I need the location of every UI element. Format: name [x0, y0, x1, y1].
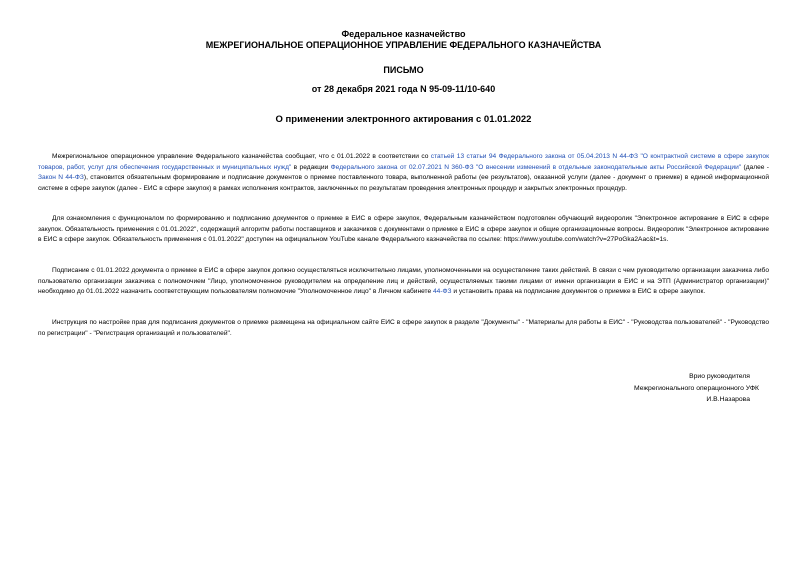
- document-date-number: от 28 декабря 2021 года N 95-09-11/10-640: [311, 84, 496, 94]
- document-subject: О применении электронного актирования с 01.01.2022: [275, 114, 532, 125]
- signature-name: И.В.Назарова: [706, 396, 750, 403]
- issuer-department: МЕЖРЕГИОНАЛЬНОЕ ОПЕРАЦИОННОЕ УПРАВЛЕНИЕ ФЕДЕРАЛЬНОГО КАЗНАЧЕЙСТВА: [205, 40, 602, 50]
- signature-title: Врио руководителя: [689, 373, 750, 380]
- law-360fz-link[interactable]: Федерального закона от 02.07.2021 N 360-ФЗ "О внесении изменений в отдельные законодательные акты Российской Федерации": [330, 163, 742, 171]
- paragraph-1-text-c: (далее -: [741, 163, 769, 171]
- law-44fz-link[interactable]: статьей 13 статьи 94 Федерального закона от 05.04.2013 N 44-ФЗ "О контрактной системе в сфере закупок товаров, работ, услуг для обеспечения государственных и муниципальных нужд": [38, 153, 769, 171]
- issuer-name: Федеральное казначейство: [341, 29, 466, 39]
- law-44fz-short-link[interactable]: Закон N 44-ФЗ: [38, 174, 84, 182]
- paragraph-1-text-d: ), становится обязательным формирование и подписание документов о приемке поставленного товара, выполненной работы (ее результатов), оказанной услуги (далее - документ о приемке) в единой информационной системе в сфере закупок (далее - ЕИС в сфере закупок) в рамках исполнения контрактов, заключенных по результатам проведения электронных процедур и закрытых электронных процедур.: [38, 174, 769, 192]
- paragraph-3-text-a: Подписание с 01.01.2022 документа о приемке в ЕИС в сфере закупок должно осуществляться исключительно лицами, уполномоченными на осуществление таких действий. В связи с чем руководителю организации заказчика либо пользователю организации заказчика с полномочием "Лицо, уполномоченное руководителем на определение лиц и действий, осуществляемых такими лицами от имени организации в ЕИС и на ЭТП (Администратор организации)" необходимо до 01.01.2022 назначить соответствующим пользователям полномочие "Уполномоченное лицо" в Личном кабинете: [38, 267, 769, 296]
- paragraph-3: [38, 266, 769, 298]
- paragraph-2: Для ознакомления с функционалом по формированию и подписанию документов о приемке в ЕИС в сфере закупок, Федеральным казначейством подготовлен обучающий видеоролик "Электронное актирование в ЕИС в сфере закупок. Обязательность применения с 01.01.2022", содержащий алгоритм работы поставщиков и заказчиков с документами о приемке в ЕИС в сфере закупок и общие организационные вопросы. Видеоролик "Электронное актирование в ЕИС в сфере закупок. Обязательность применения с 01.01.2022" доступен на официальном YouTube канале Федерального казначейства по ссылке: https://www.youtube.com/watch?v=27PoGka2Aac&t=1s.: [38, 215, 769, 244]
- paragraph-1-text-b: в редакции: [291, 163, 331, 171]
- paragraph-3-text-b: и установить права на подписание документов о приемке в ЕИС в сфере закупок.: [451, 288, 706, 296]
- document-type: ПИСЬМО: [383, 65, 424, 75]
- signature-organization: Межрегионального операционного УФК: [634, 385, 759, 392]
- paragraph-1: [38, 152, 769, 194]
- paragraph-4: Инструкция по настройке прав для подписания документов о приемке размещена на официальном сайте ЕИС в сфере закупок в разделе "Документы" - "Материалы для работы в ЕИС" - "Руководства пользователей" - "Руководство по регистрации" - "Регистрация организаций и пользователей".: [38, 319, 769, 337]
- cabinet-44fz-link[interactable]: 44-ФЗ: [433, 288, 452, 296]
- paragraph-1-text-a: Межрегиональное операционное управление Федерального казначейства сообщает, что с 01.01.2022 в соответствии со: [52, 153, 431, 160]
